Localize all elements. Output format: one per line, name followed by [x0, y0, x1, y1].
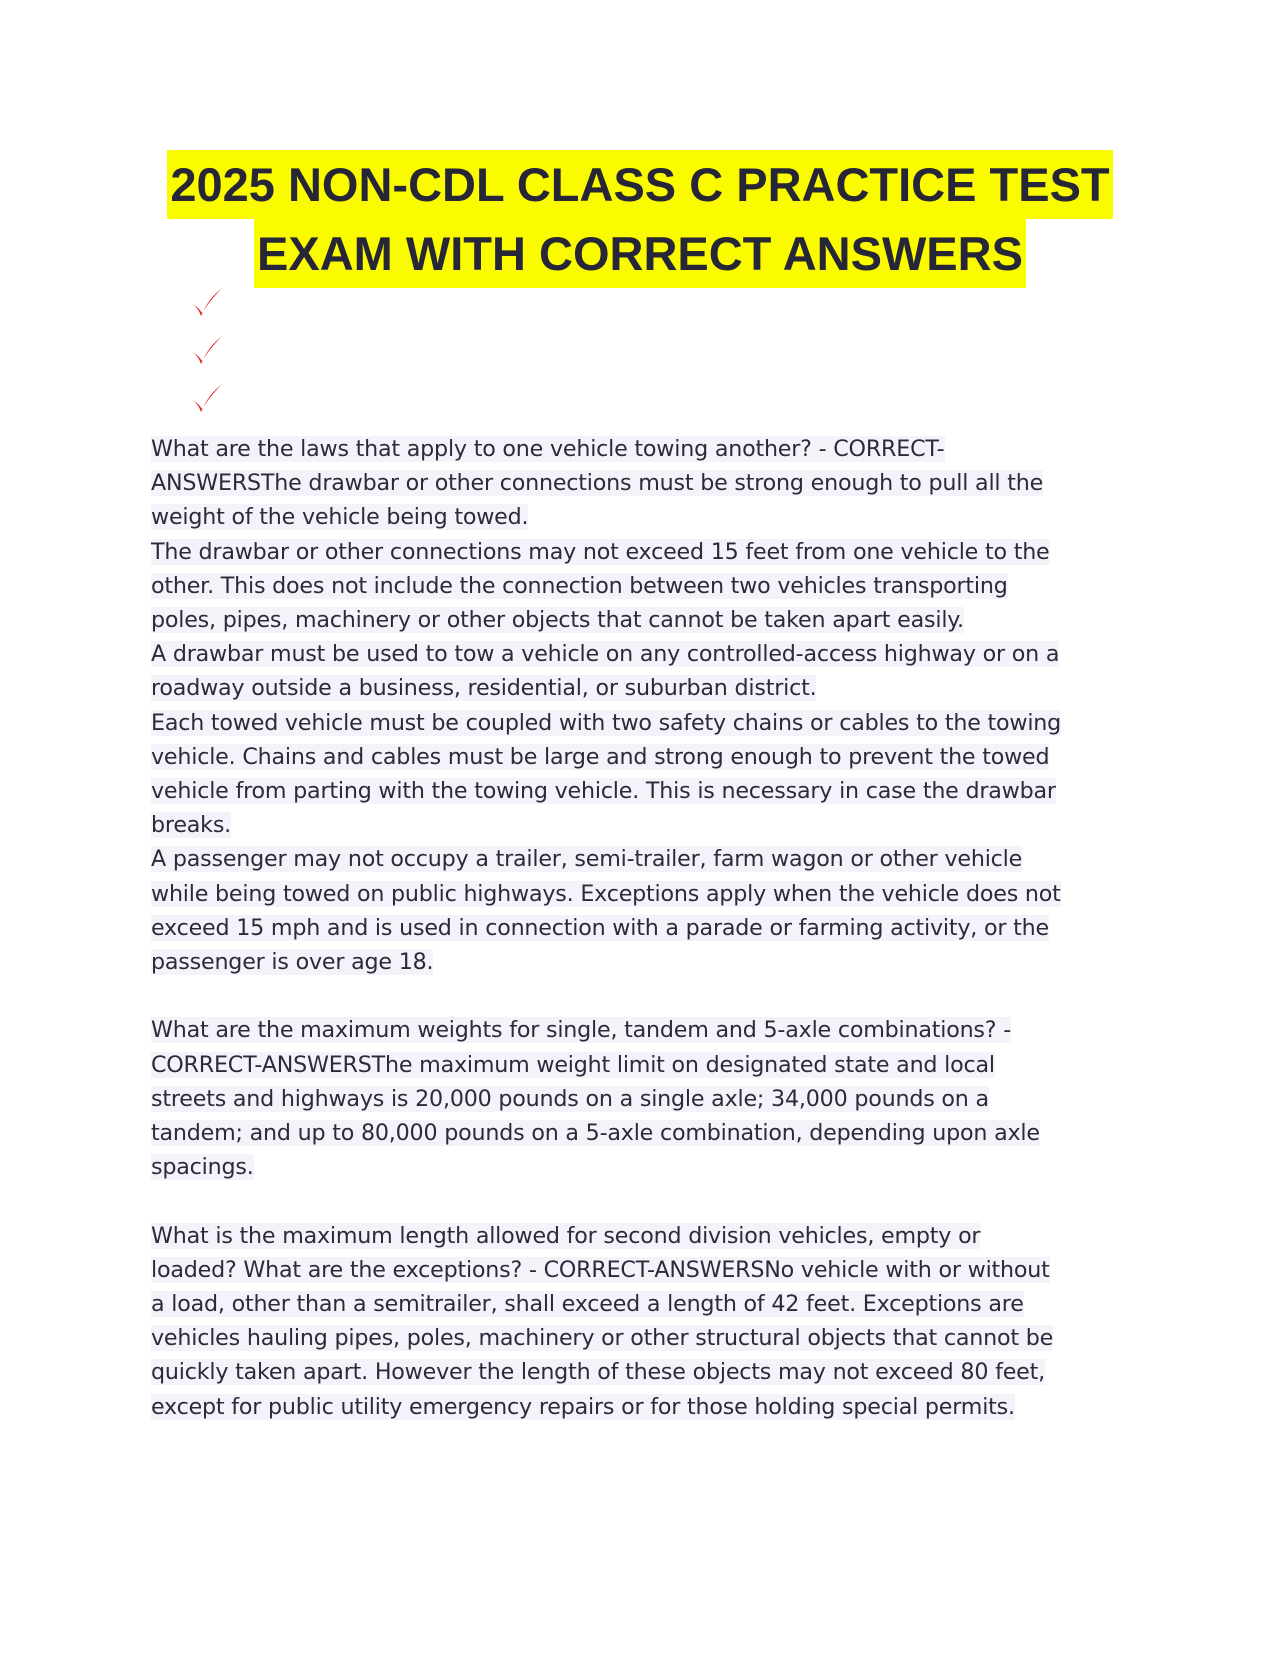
text-line: roadway outside a business, residential, or suburban district. — [151, 675, 817, 702]
text-line: What are the maximum weights for single, tandem and 5-axle combinations? - — [151, 1017, 1012, 1044]
text-line: tandem; and up to 80,000 pounds on a 5-axle combination, depending upon axle — [151, 1120, 1040, 1147]
paragraph-spacer — [151, 979, 1141, 1013]
text-line: vehicle from parting with the towing vehicle. This is necessary in case the drawbar — [151, 778, 1056, 805]
text-line: a load, other than a semitrailer, shall exceed a length of 42 feet. Exceptions are — [151, 1291, 1024, 1318]
text-line: streets and highways is 20,000 pounds on a single axle; 34,000 pounds on a — [151, 1085, 989, 1112]
qa-body — [151, 432, 1141, 1424]
title-line-1: 2025 NON-CDL CLASS C PRACTICE TEST — [167, 150, 1112, 219]
qa-block-towing — [151, 432, 1141, 979]
title-line-2: EXAM WITH CORRECT ANSWERS — [254, 219, 1026, 288]
text-line: A drawbar must be used to tow a vehicle on any controlled-access highway or on a — [151, 641, 1060, 668]
document-title — [0, 150, 1280, 288]
text-line: poles, pipes, machinery or other objects that cannot be taken apart easily. — [151, 607, 964, 634]
text-line: passenger is over age 18. — [151, 949, 434, 976]
text-line: weight of the vehicle being towed. — [151, 504, 529, 531]
text-line: except for public utility emergency repairs or for those holding special permits. — [151, 1393, 1015, 1420]
text-line: spacings. — [151, 1154, 254, 1181]
text-line: other. This does not include the connection between two vehicles transporting — [151, 572, 1008, 599]
text-line: Each towed vehicle must be coupled with two safety chains or cables to the towing — [151, 709, 1062, 736]
text-line: vehicles hauling pipes, poles, machinery or other structural objects that cannot be — [151, 1325, 1054, 1352]
text-line: What are the laws that apply to one vehicle towing another? - CORRECT- — [151, 436, 945, 462]
text-line: exceed 15 mph and is used in connection with a parade or farming activity, or the — [151, 914, 1049, 941]
text-line: vehicle. Chains and cables must be large and strong enough to prevent the towed — [151, 743, 1050, 770]
text-line: breaks. — [151, 812, 232, 839]
text-line: quickly taken apart. However the length of these objects may not exceed 80 feet, — [151, 1359, 1045, 1386]
qa-block-weights — [151, 1013, 1141, 1184]
checkmark-list — [190, 286, 250, 430]
text-line: ANSWERSThe drawbar or other connections must be strong enough to pull all the — [151, 470, 1044, 497]
text-line: A passenger may not occupy a trailer, semi-trailer, farm wagon or other vehicle — [151, 846, 1023, 873]
checkmark-icon — [190, 286, 230, 334]
text-line: loaded? What are the exceptions? - CORRECT-ANSWERSNo vehicle with or without — [151, 1256, 1050, 1283]
qa-block-length — [151, 1219, 1141, 1424]
text-line: while being towed on public highways. Exceptions apply when the vehicle does not — [151, 880, 1061, 907]
paragraph-spacer — [151, 1184, 1141, 1218]
checkmark-icon — [190, 382, 230, 430]
text-line: CORRECT-ANSWERSThe maximum weight limit on designated state and local — [151, 1051, 995, 1078]
checkmark-icon — [190, 334, 230, 382]
text-line: What is the maximum length allowed for second division vehicles, empty or — [151, 1222, 981, 1249]
text-line: The drawbar or other connections may not exceed 15 feet from one vehicle to the — [151, 538, 1050, 565]
